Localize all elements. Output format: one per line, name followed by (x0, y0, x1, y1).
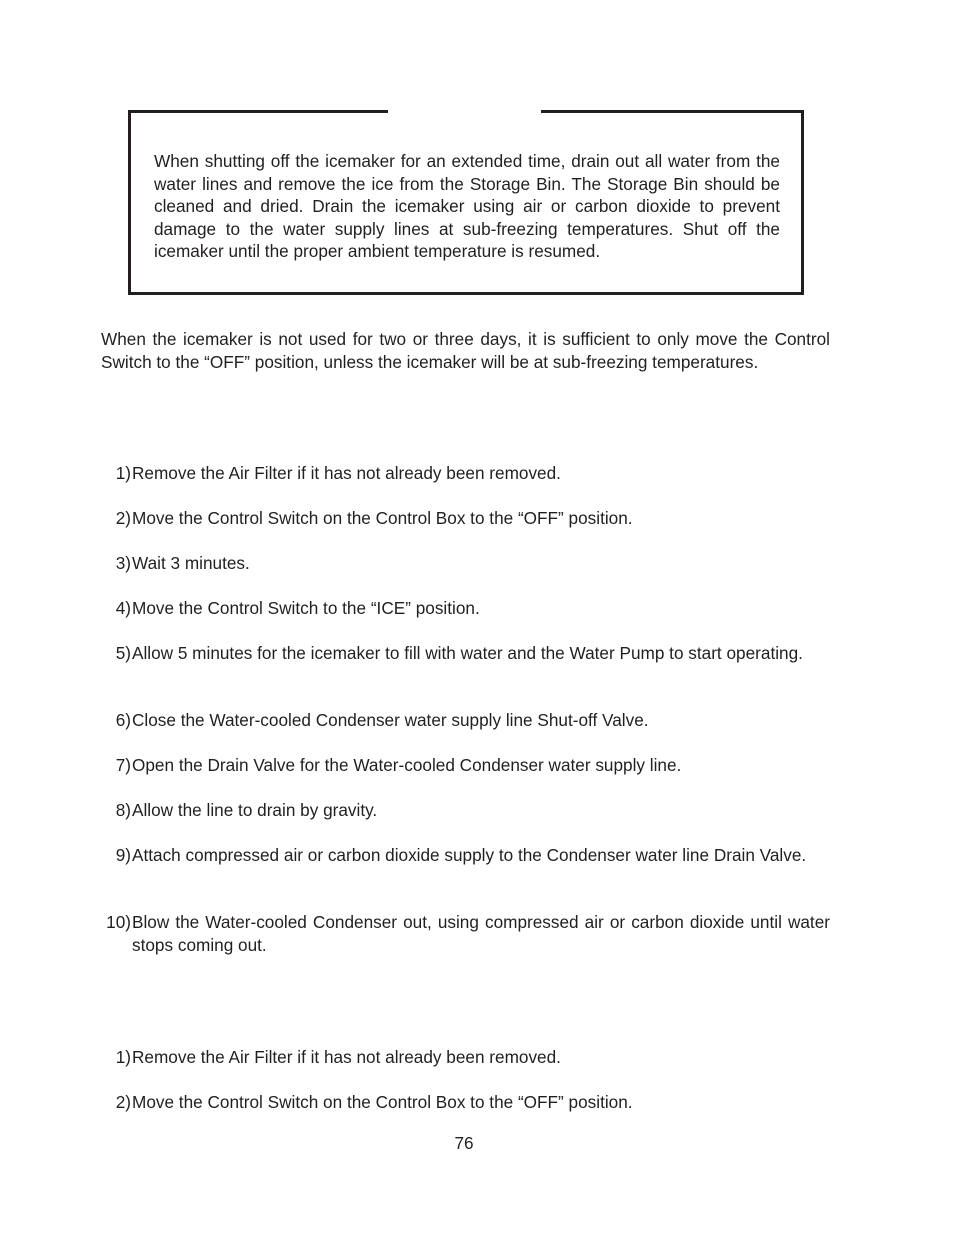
step-number: 1) (115, 463, 131, 483)
step-text: Wait 3 minutes. (132, 553, 250, 573)
list-item (101, 911, 830, 956)
list-item (101, 1046, 830, 1069)
page-number: 76 (454, 1133, 474, 1153)
step-text: Close the Water-cooled Condenser water supply line Shut-off Valve. (132, 710, 649, 730)
list-item (101, 462, 830, 485)
step-text: Remove the Air Filter if it has not already been removed. (132, 1047, 561, 1067)
step-number: 4) (115, 598, 131, 618)
step-number: 8) (115, 800, 131, 820)
step-text: Move the Control Switch to the “ICE” position. (132, 598, 480, 618)
list-item (101, 552, 830, 575)
step-number: 2) (115, 508, 131, 528)
list-item (101, 799, 830, 822)
step-number: 1) (115, 1047, 131, 1067)
step-number: 7) (115, 755, 131, 775)
step-number: 5) (115, 643, 131, 663)
list-item (101, 642, 830, 665)
step-text: Open the Drain Valve for the Water-cooled Condenser water supply line. (132, 755, 682, 775)
step-number: 9) (115, 845, 131, 865)
notice-text: When shutting off the icemaker for an extended time, drain out all water from the water lines and remove the ice from the Storage Bin. The Storage Bin should be cleaned and dried. Drain the icemaker using air or carbon dioxide to prevent damage to the water supply lines at sub-freezing temperatures. Shut off the icemaker until the proper ambient temperature is resumed. (154, 151, 780, 261)
step-number: 10) (106, 912, 131, 932)
step-number: 2) (115, 1092, 131, 1112)
step-number: 6) (115, 710, 131, 730)
step-text: Allow the line to drain by gravity. (132, 800, 378, 820)
step-text: Remove the Air Filter if it has not already been removed. (132, 463, 561, 483)
list-item (101, 709, 830, 732)
intro-paragraph: When the icemaker is not used for two or three days, it is sufficient to only move the Control Switch to the “OFF” position, unless the icemaker will be at sub-freezing temperatures. (101, 329, 830, 372)
notice-box (128, 110, 804, 295)
list-item (101, 1091, 830, 1114)
step-text: Move the Control Switch on the Control Box to the “OFF” position. (132, 1092, 633, 1112)
list-item (101, 844, 830, 867)
step-text: Blow the Water-cooled Condenser out, using compressed air or carbon dioxide until water stops coming out. (132, 912, 830, 955)
list-item (101, 754, 830, 777)
list-item (101, 597, 830, 620)
list-item (101, 507, 830, 530)
step-text: Allow 5 minutes for the icemaker to fill with water and the Water Pump to start operating. (132, 643, 803, 663)
step-text: Attach compressed air or carbon dioxide supply to the Condenser water line Drain Valve. (132, 845, 807, 865)
step-number: 3) (115, 553, 131, 573)
step-text: Move the Control Switch on the Control Box to the “OFF” position. (132, 508, 633, 528)
notice-title-gap (388, 109, 541, 115)
